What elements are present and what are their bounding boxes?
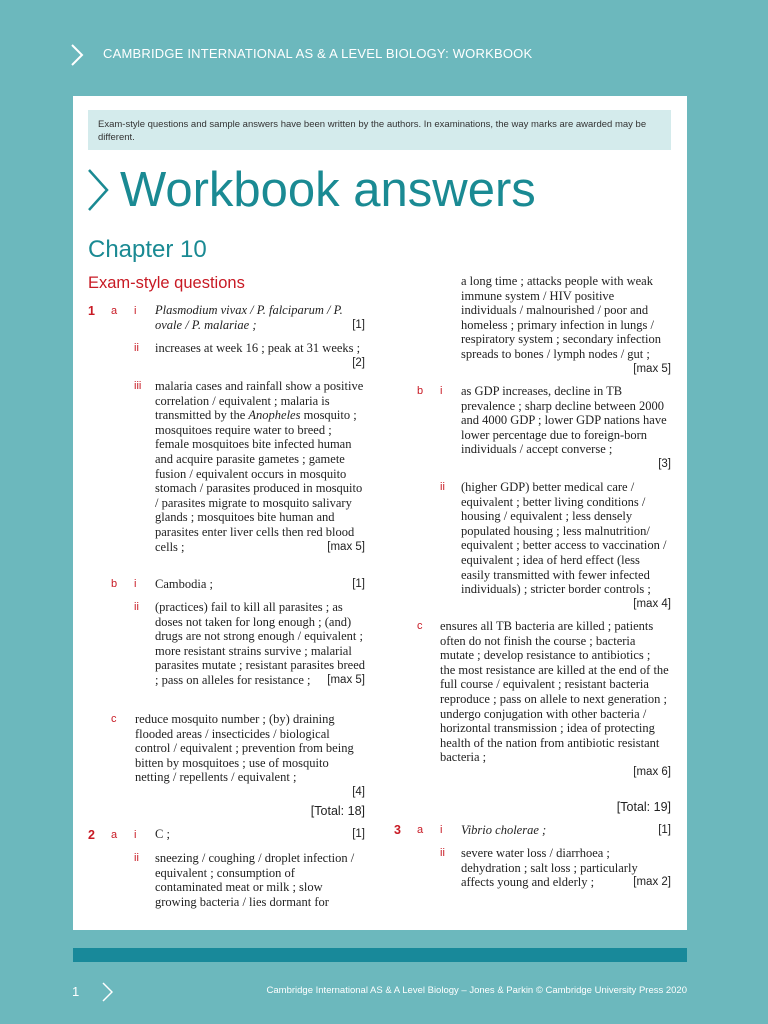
subpart-label: i bbox=[134, 305, 137, 317]
part-label: a bbox=[111, 305, 118, 317]
answer-2aii-continued bbox=[461, 274, 671, 376]
answer-2aii-start bbox=[155, 851, 365, 909]
mark: [4] bbox=[352, 785, 365, 798]
subpart-label: iii bbox=[134, 380, 142, 392]
question-number: 1 bbox=[88, 304, 95, 318]
answer-text: C ; bbox=[155, 827, 170, 841]
question-number: 2 bbox=[88, 828, 95, 842]
answer-text: severe water loss / diarrhoea ; dehydration ; salt loss ; particularly affects young and elderly ; bbox=[461, 846, 638, 890]
answer-text: mosquito ; mosquitoes require water to breed ; female mosquitoes bite infected human and acquire parasite gametes ; gamete fusion / equivalent occurs in mosquito stomach / parasites produced in mosquito / parasites migrate to mosquito salivary glands ; mosquitoes bite human and parasites enter liver cells then red blood cells ; bbox=[155, 408, 363, 554]
answer-2bi bbox=[461, 384, 671, 472]
subpart-label: ii bbox=[134, 342, 139, 354]
mark: [max 2] bbox=[633, 876, 671, 889]
subpart-label: ii bbox=[440, 847, 445, 859]
answer-3aii bbox=[461, 846, 671, 890]
answer-2bii bbox=[461, 480, 671, 611]
chapter-heading: Chapter 10 bbox=[88, 236, 207, 263]
mark: [max 4] bbox=[633, 597, 671, 610]
answer-text: sneezing / coughing / droplet infection / equivalent ; consumption of contaminated meat or milk ; slow growing bacteria / lies dormant for bbox=[155, 851, 355, 909]
answer-italic: Anopheles bbox=[248, 408, 301, 423]
page-title-text: Workbook answers bbox=[120, 163, 536, 217]
answer-2c bbox=[440, 619, 671, 780]
question-number: 3 bbox=[394, 823, 401, 837]
subpart-label: ii bbox=[134, 601, 139, 613]
answer-2ai bbox=[155, 827, 365, 842]
question-total: [Total: 19] bbox=[616, 800, 671, 814]
subpart-label: i bbox=[134, 578, 137, 590]
subpart-label: i bbox=[440, 385, 443, 397]
subpart-label: i bbox=[440, 824, 443, 836]
mark: [max 5] bbox=[633, 362, 671, 375]
copyright-text: Cambridge International AS & A Level Biology – Jones & Parkin © Cambridge University Press 2020 bbox=[266, 985, 687, 996]
subpart-label: ii bbox=[440, 481, 445, 493]
answer-text: ensures all TB bacteria are killed ; patients often do not finish the course ; bacteria mutate ; develop resistance to antibiotics ; bbox=[440, 619, 654, 663]
footer-strip bbox=[73, 948, 687, 962]
answer-text: increases at week 16 ; peak at 31 weeks ; bbox=[155, 341, 361, 355]
answer-text: Cambodia ; bbox=[155, 577, 213, 591]
part-label: c bbox=[111, 713, 117, 725]
mark: [1] bbox=[352, 828, 365, 840]
mark: [max 6] bbox=[633, 765, 671, 778]
part-label: b bbox=[111, 578, 118, 590]
part-label: a bbox=[417, 824, 424, 836]
answer-text: a long time ; attacks people with weak immune system / HIV positive individuals / malnourished / poor and homeless ; primary infection in lungs / respiratory system ; secondary infection spreads to bones / lymph nodes / gut ; bbox=[461, 274, 661, 361]
answer-3ai bbox=[461, 823, 671, 838]
part-label: c bbox=[417, 620, 423, 632]
answer-text: as GDP increases, decline in TB prevalence ; sharp decline between 2000 and 4000 GDP ; lower GDP nations have lower percentage due to foreign-born individuals / accept converse ; bbox=[461, 384, 667, 457]
answer-1c bbox=[135, 712, 365, 800]
answer-text: Vibrio cholerae ; bbox=[461, 823, 547, 837]
subpart-label: i bbox=[134, 829, 137, 841]
mark: [max 5] bbox=[327, 540, 365, 553]
answer-text: (practices) fail to kill all parasites ; as doses not taken for long enough ; (and) drugs are not strong enough / equivalent ; more resistant strains survive ; malarial parasites mutate ; resistant parasites breed ; pass on alleles for resistance ; bbox=[155, 600, 365, 687]
mark: [max 5] bbox=[327, 673, 365, 686]
answer-text: the most resistance are killed at the end of the full course / equivalent ; resistant bacteria reproduce ; pass on allele to next generation ; undergo conjugation with other bacteria / horizontal transmission ; idea of protecting health of the nation from antibiotic resistant bacteria ; bbox=[440, 662, 669, 765]
mark: [1] bbox=[352, 318, 365, 331]
subpart-label: ii bbox=[134, 852, 139, 864]
page-title bbox=[86, 162, 536, 218]
answer-text: reduce mosquito number ; (by) draining flooded areas / insecticides / biological control / equivalent ; prevention from being bitten by mosquitoes ; use of mosquito netting / repellents / equivalent ; bbox=[135, 712, 354, 785]
answer-1aii bbox=[155, 341, 365, 370]
mark: [2] bbox=[352, 356, 365, 369]
answer-text: Plasmodium vivax / P. falciparum / P. ovale / P. malariae ; bbox=[155, 303, 343, 332]
answer-1bii bbox=[155, 600, 365, 688]
chevron-right-icon bbox=[102, 982, 113, 1002]
answer-1bi bbox=[155, 577, 365, 592]
answer-page bbox=[73, 96, 687, 930]
chevron-right-icon bbox=[86, 168, 110, 212]
part-label: b bbox=[417, 385, 424, 397]
page-number: 1 bbox=[72, 984, 80, 999]
answer-text: (higher GDP) better medical care / equivalent ; better living conditions / housing / equivalent ; less densely populated housing ; less malnutrition/ equivalent ; better access to vaccination / equivalent ; idea of herd effect (less easily transmitted with fewer infected individuals) ; stricter border controls ; bbox=[461, 480, 667, 597]
mark: [1] bbox=[352, 578, 365, 590]
section-heading: Exam-style questions bbox=[88, 274, 245, 292]
chevron-right-icon bbox=[70, 44, 84, 66]
answer-1ai bbox=[155, 303, 365, 332]
answer-text: malaria cases and rainfall show a positive correlation / equivalent ; malaria is transmitted by the bbox=[155, 379, 364, 423]
mark: [3] bbox=[658, 457, 671, 470]
question-total: [Total: 18] bbox=[310, 804, 365, 818]
book-title: CAMBRIDGE INTERNATIONAL AS & A LEVEL BIOLOGY: WORKBOOK bbox=[103, 46, 533, 61]
part-label: a bbox=[111, 829, 118, 841]
answer-1aiii bbox=[155, 379, 365, 554]
disclaimer-note: Exam-style questions and sample answers have been written by the authors. In examinations, the way marks are awarded may be different. bbox=[88, 110, 671, 150]
mark: [1] bbox=[658, 824, 671, 836]
